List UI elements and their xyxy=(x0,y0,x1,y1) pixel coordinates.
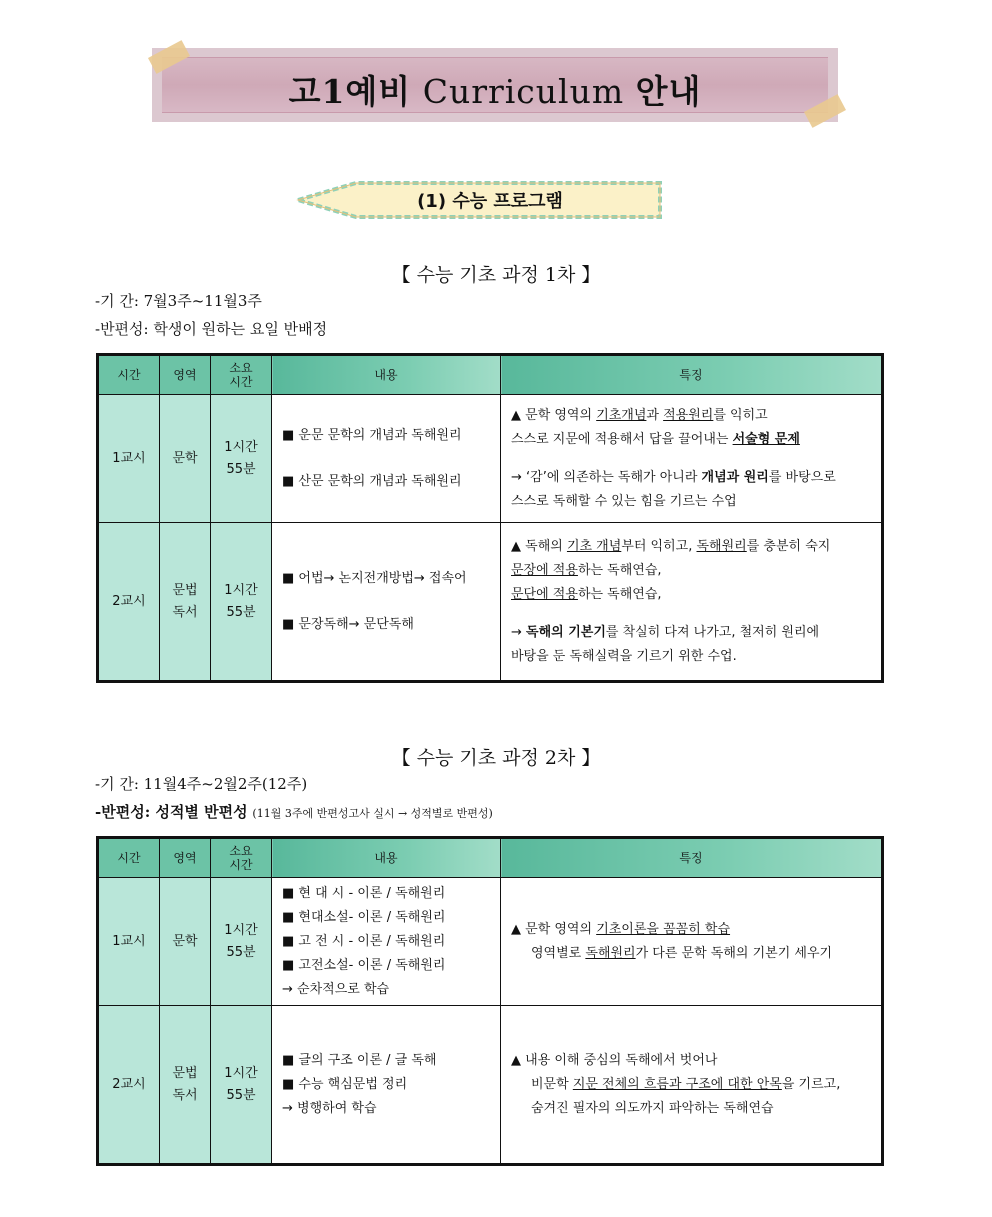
page-title xyxy=(152,66,838,113)
cell-time: 2교시 xyxy=(99,1006,160,1164)
header-content: 내용 xyxy=(272,839,501,878)
section-label: (1) 수능 프로그램 xyxy=(417,191,563,212)
header-duration: 소요 시간 xyxy=(211,356,272,395)
table-row xyxy=(99,878,882,1006)
cell-duration: 1시간 55분 xyxy=(211,1006,272,1164)
cell-duration: 1시간 55분 xyxy=(211,395,272,523)
course2-heading: 【 수능 기초 과정 2차 】 xyxy=(391,747,601,769)
header-area: 영역 xyxy=(160,839,211,878)
cell-area: 문학 xyxy=(160,395,211,523)
cell-content: ■ 글의 구조 이론 / 글 독해 ■ 수능 핵심문법 정리 → 병행하여 학습 xyxy=(272,1006,501,1164)
cell-feature: ▲ 문학 영역의 기초이론을 꼼꼼히 학습 영역별로 독해원리가 다른 문학 독해의 기본기 세우기 xyxy=(501,878,882,1006)
title-part-1: 고1예비 xyxy=(288,72,412,111)
cell-content: ■ 현 대 시 - 이론 / 독해원리 ■ 현대소설- 이론 / 독해원리 ■ 고 전 시 - 이론 / 독해원리 ■ 고전소설- 이론 / 독해원리 → 순차적으로 학습 xyxy=(272,878,501,1006)
cell-time: 1교시 xyxy=(99,395,160,523)
header-duration: 소요 시간 xyxy=(211,839,272,878)
header-feature: 특징 xyxy=(501,839,882,878)
cell-content: ■ 운문 문학의 개념과 독해원리 ■ 산문 문학의 개념과 독해원리 xyxy=(272,395,501,523)
table-row xyxy=(99,1006,882,1164)
course1-table xyxy=(98,355,882,681)
cell-area: 문법 독서 xyxy=(160,1006,211,1164)
course1-class-type: -반편성: 학생이 원하는 요일 반배정 xyxy=(95,320,328,338)
course2-period: -기 간: 11월4주~2월2주(12주) xyxy=(95,775,308,793)
cell-area: 문법 독서 xyxy=(160,523,211,681)
title-part-2: Curriculum xyxy=(411,72,636,111)
table-row xyxy=(99,523,882,681)
title-banner xyxy=(152,48,838,122)
cell-content: ■ 어법→ 논지전개방법→ 접속어 ■ 문장독해→ 문단독해 xyxy=(272,523,501,681)
title-part-3: 안내 xyxy=(635,72,702,111)
course1-heading: 【 수능 기초 과정 1차 】 xyxy=(391,264,601,286)
cell-duration: 1시간 55분 xyxy=(211,878,272,1006)
table-header-row xyxy=(99,356,882,395)
header-area: 영역 xyxy=(160,356,211,395)
cell-time: 2교시 xyxy=(99,523,160,681)
cell-time: 1교시 xyxy=(99,878,160,1006)
cell-area: 문학 xyxy=(160,878,211,1006)
cell-feature: ▲ 내용 이해 중심의 독해에서 벗어나 비문학 지문 전체의 흐름과 구조에 대한 안목을 기르고, 숨겨진 필자의 의도까지 파악하는 독해연습 xyxy=(501,1006,882,1164)
header-time: 시간 xyxy=(99,839,160,878)
course2-table xyxy=(98,838,882,1164)
course2-class-type: -반편성: 성적별 반편성 (11월 3주에 반편성고사 실시 → 성적별로 반편성) xyxy=(95,803,493,821)
header-feature: 특징 xyxy=(501,356,882,395)
cell-feature: ▲ 문학 영역의 기초개념과 적용원리를 익히고 스스로 지문에 적용해서 답을 끌어내는 서술형 문제 → ‘감’에 의존하는 독해가 아니라 개념과 원리를 바탕으로 스스로 독해할 수 있는 힘을 기르는 수업 xyxy=(501,395,882,523)
cell-feature: ▲ 독해의 기초 개념부터 익히고, 독해원리를 충분히 숙지 문장에 적용하는 독해연습, 문단에 적용하는 독해연습, → 독해의 기본기를 착실히 다져 나가고, 철저히 원리에 바탕을 둔 독해실력을 기르기 위한 수업. xyxy=(501,523,882,681)
cell-duration: 1시간 55분 xyxy=(211,523,272,681)
course1-period: -기 간: 7월3주~11월3주 xyxy=(95,292,262,310)
table-header-row xyxy=(99,839,882,878)
header-time: 시간 xyxy=(99,356,160,395)
header-content: 내용 xyxy=(272,356,501,395)
table-row xyxy=(99,395,882,523)
